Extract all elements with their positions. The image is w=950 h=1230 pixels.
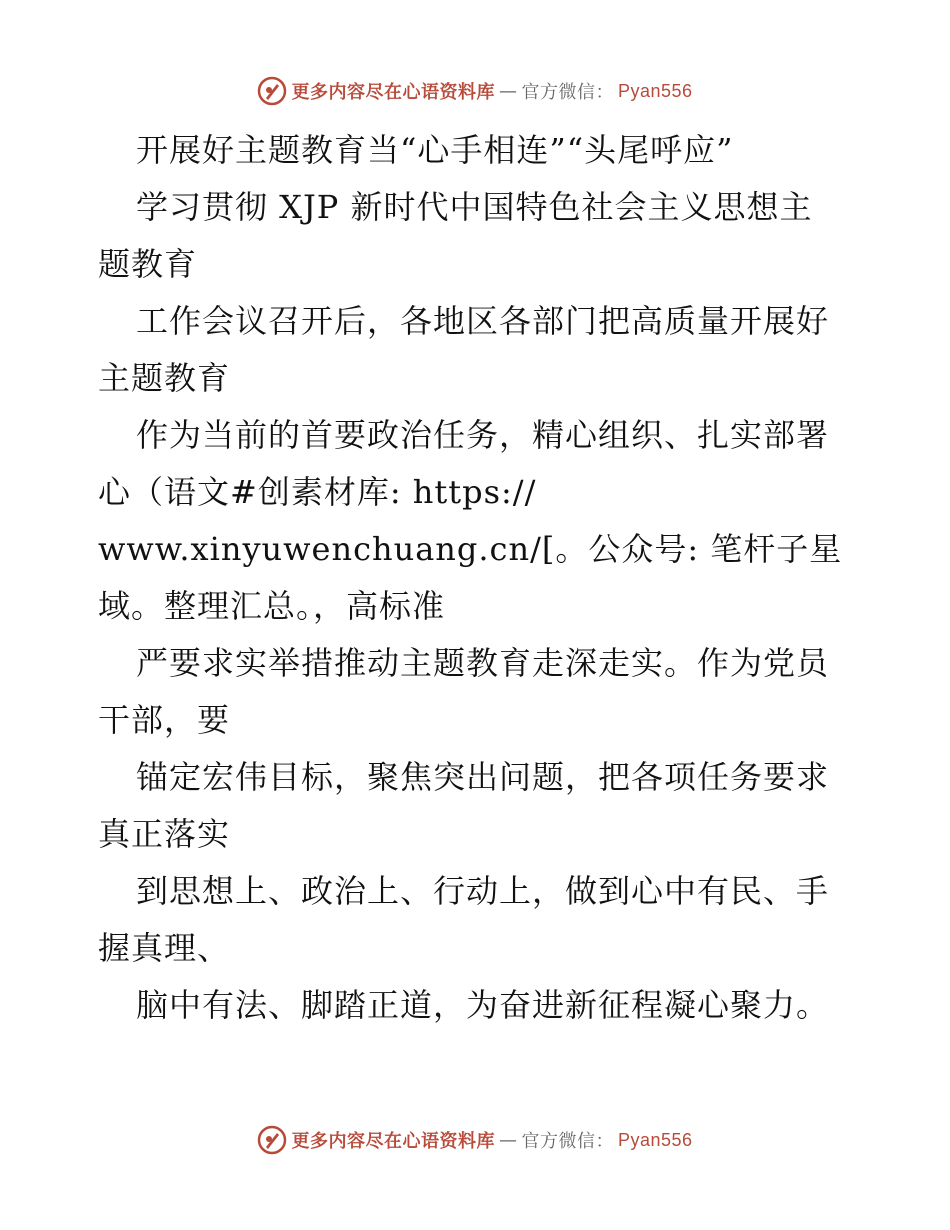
text-line: www.xinyuwenchuang.cn/[。公众号: 笔杆子星 — [98, 530, 843, 568]
watermark-id: Pyan556 — [617, 80, 693, 101]
watermark-label: 官方微信： — [521, 1131, 614, 1152]
text-line: 握真理、 — [98, 929, 231, 967]
header-watermark — [0, 74, 950, 108]
text-line: 到思想上、政治上、行动上，做到心中有民、手 — [136, 872, 830, 910]
watermark-label: 官方微信： — [521, 82, 614, 103]
quill-logo-icon — [257, 76, 287, 106]
watermark-id: Pyan556 — [617, 1129, 693, 1150]
quill-logo-icon — [257, 1125, 287, 1155]
text-line: 干部，要 — [98, 701, 231, 739]
watermark-separator: — — [498, 80, 518, 102]
document-body — [98, 122, 858, 1034]
text-line: 作为当前的首要政治任务，精心组织、扎实部署 — [136, 416, 830, 454]
text-line: 心（语文#创素材库: https:// — [98, 473, 537, 511]
text-line: 真正落实 — [98, 815, 231, 853]
text-line: 主题教育 — [98, 359, 231, 397]
text-line: 锚定宏伟目标，聚焦突出问题，把各项任务要求 — [136, 758, 830, 796]
text-line: 工作会议召开后，各地区各部门把高质量开展好 — [136, 302, 830, 340]
text-line: 严要求实举措推动主题教育走深走实。作为党员 — [136, 644, 830, 682]
text-line: 域。整理汇总。，高标准 — [98, 587, 446, 625]
text-line: 学习贯彻 XJP 新时代中国特色社会主义思想主 — [136, 188, 813, 226]
footer-watermark — [0, 1123, 950, 1157]
text-line: 脑中有法、脚踏正道，为奋进新征程凝心聚力。 — [136, 986, 830, 1024]
watermark-main-text: 更多内容尽在心语资料库 — [291, 1131, 495, 1152]
watermark-main-text: 更多内容尽在心语资料库 — [291, 82, 495, 103]
watermark-separator: — — [498, 1129, 518, 1151]
text-line: 开展好主题教育当“心手相连”“头尾呼应” — [136, 131, 734, 169]
text-line: 题教育 — [98, 245, 198, 283]
